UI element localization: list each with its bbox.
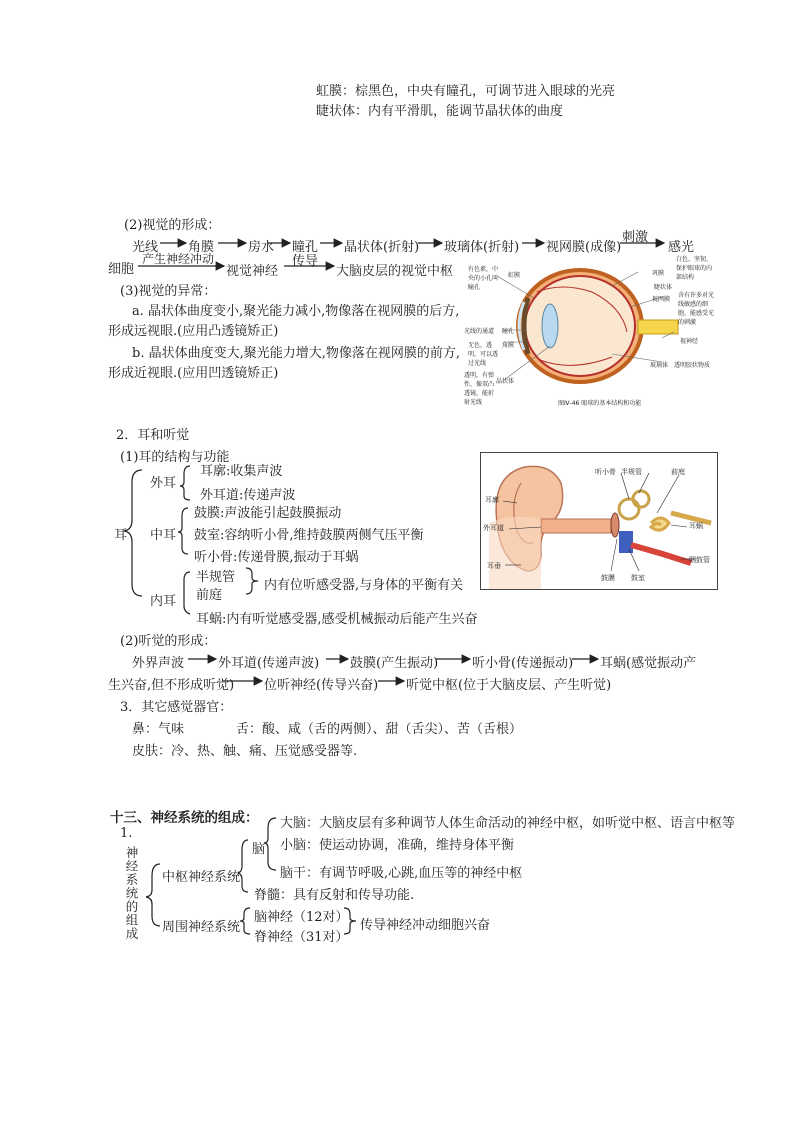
ciliary-description: 睫状体：内有平滑肌，能调节晶状体的曲度	[316, 104, 564, 119]
nervous-number: 1.	[120, 826, 133, 841]
vision-cell-label: 细胞	[108, 262, 135, 277]
hearing-heading: (2)听觉的形成：	[120, 634, 217, 649]
ear-heading: 2．耳和听觉	[116, 428, 190, 443]
ear-fig-canal: 外耳道	[483, 524, 504, 532]
abnormal-a-line2: 形成远视眼.(应用凸透镜矫正)	[108, 324, 279, 339]
balance-function: 内有位听感受器,与身体的平衡有关	[264, 578, 464, 593]
vision-step-aqueous: 房水	[248, 240, 275, 255]
vision-transmit-label: 传导	[292, 254, 319, 269]
hearing-step-6: 位听神经(传导兴奋)	[264, 678, 379, 693]
cavity-function: 鼓室:容纳听小骨,维持鼓膜两侧气压平衡	[194, 528, 424, 543]
peripheral-nervous-system: 周围神经系统	[162, 920, 241, 935]
spinal-cord-function: 脊髓：具有反射和传导功能.	[254, 888, 415, 903]
hearing-step-4: 听小骨(传递振动)	[472, 656, 574, 671]
vision-step-photoreceptor: 感光	[668, 240, 695, 255]
sense-nose: 鼻：气味	[132, 722, 185, 737]
spinal-nerves: 脊神经（31对）	[254, 930, 349, 945]
nervous-vertical-label: 神经系统的组成	[124, 846, 139, 941]
brain-label: 脑	[252, 842, 266, 857]
ear-fig-ossicles: 听小骨	[595, 468, 616, 476]
ear-fig-drum: 鼓膜	[601, 574, 615, 582]
vision-heading: (2)视觉的形成：	[124, 218, 221, 233]
eye-label-cornea: 角膜	[502, 342, 515, 349]
hearing-step-1: 外界声波	[132, 656, 185, 671]
eye-label-pupil: 瞳孔	[502, 328, 515, 335]
vision-step-cornea: 角膜	[188, 240, 215, 255]
eye-label-vitreous: 玻璃体	[650, 362, 669, 369]
abnormal-b-line2: 形成近视眼.(应用凹透镜矫正)	[108, 366, 279, 381]
eye-label-retina-desc: 含有许多对光线敏感的细胞，能感受光的刺激	[678, 292, 715, 326]
sense-tongue: 舌：酸、咸（舌的两侧）、甜（舌尖）、苦（舌根）	[236, 722, 523, 737]
vision-optic-nerve: 视觉神经	[226, 264, 279, 279]
vision-stimulus-label: 刺激	[622, 230, 649, 245]
abnormal-a-line1: a. 晶状体曲度变小,聚光能力减小,物像落在视网膜的后方,	[132, 304, 460, 319]
nerve-conduction: 传导神经冲动细胞兴奋	[360, 918, 491, 933]
outer-ear-label: 外耳	[150, 476, 177, 491]
pinna-function: 耳廓:收集声波	[200, 464, 283, 479]
eye-label-ciliary: 睫状体	[654, 284, 673, 291]
cerebrum-function: 大脑：大脑皮层有多种调节人体生命活动的神经中枢，如听觉中枢、语言中枢等	[280, 816, 736, 831]
central-nervous-system: 中枢神经系统	[162, 870, 241, 885]
eye-label-optic-nerve: 视神经	[680, 338, 699, 345]
middle-ear-label: 中耳	[150, 528, 177, 543]
eye-label-sclera-desc: 白色，坚韧，保护眼球的内部结构	[676, 256, 713, 281]
senses-heading: 3．其它感觉器官：	[120, 700, 233, 715]
ear-fig-cochlea: 耳蜗	[689, 522, 703, 530]
cerebellum-function: 小脑：使运动协调，准确，维持身体平衡	[280, 838, 515, 853]
ossicles-function: 听小骨:传递骨膜,振动于耳蜗	[194, 550, 359, 565]
hearing-step-5-cont: 生兴奋,但不形成听觉)	[108, 678, 235, 693]
canal-function: 外耳道:传递声波	[200, 488, 296, 503]
ear-structure-heading: (1)耳的结构与功能	[120, 450, 230, 465]
inner-ear-label: 内耳	[150, 594, 177, 609]
vision-step-light: 光线	[132, 240, 159, 255]
eye-label-cornea-desc: 无色，透明，可以透过光线	[468, 342, 499, 367]
vision-cortex: 大脑皮层的视觉中枢	[336, 264, 454, 279]
abnormal-b-line1: b. 晶状体曲度变大,聚光能力增大,物像落在视网膜的前方,	[132, 346, 460, 361]
vision-step-pupil: 瞳孔	[292, 240, 319, 255]
ear-fig-vestibule: 前庭	[671, 468, 685, 476]
drum-function: 鼓膜:声波能引起鼓膜振动	[194, 506, 342, 521]
eye-label-iris-desc: 有色素，中央的小孔叫瞳孔	[468, 266, 499, 291]
ear-fig-eustachian: 咽鼓管	[689, 556, 710, 564]
ear-fig-cavity: 鼓室	[631, 574, 645, 582]
ear-label: 耳	[114, 528, 128, 543]
vision-step-vitreous: 玻璃体(折射)	[444, 240, 520, 255]
hearing-step-3: 鼓膜(产生振动)	[350, 656, 439, 671]
vision-step-lens: 晶状体(折射)	[344, 240, 420, 255]
cranial-nerves: 脑神经（12对）	[254, 910, 349, 925]
hearing-step-5: 耳蜗(感觉振动产	[600, 656, 697, 671]
ear-fig-canals: 半规管	[621, 468, 642, 476]
sense-skin: 皮肤：冷、热、触、痛、压觉感受器等.	[132, 744, 358, 759]
iris-description: 虹膜：棕黑色，中央有瞳孔，可调节进入眼球的光亮	[316, 84, 616, 99]
eye-label-retina: 视网膜	[652, 296, 671, 303]
eye-label-light-channel: 光线的通道	[464, 328, 495, 335]
eye-label-lens-desc: 透明，有弹性，像双凸透镜，能折射光线	[464, 372, 495, 406]
eye-label-lens: 晶状体	[496, 378, 515, 385]
eye-label-iris: 虹膜	[508, 272, 521, 279]
ear-fig-lobe: 耳垂	[487, 562, 501, 570]
vision-impulse-label: 产生神经冲动	[142, 252, 215, 266]
eye-figure-caption: 图Ⅳ-46 眼球的基本结构和功能	[558, 400, 642, 407]
hearing-step-7: 听觉中枢(位于大脑皮层、产生听觉)	[406, 678, 612, 693]
ear-fig-pinna: 耳廓	[485, 496, 499, 504]
eye-label-vitreous-desc: 透明胶状物质	[674, 362, 711, 369]
nervous-heading: 十三、神经系统的组成：	[110, 810, 259, 826]
abnormal-heading: (3)视觉的异常：	[120, 284, 217, 299]
vision-step-retina: 视网膜(成像)	[546, 240, 622, 255]
hearing-step-2: 外耳道(传递声波)	[218, 656, 320, 671]
semicircular-canals: 半规管	[196, 570, 236, 585]
brainstem-function: 脑干：有调节呼吸,心跳,血压等的神经中枢	[280, 866, 523, 881]
eye-label-sclera: 巩膜	[652, 270, 665, 277]
vestibule: 前庭	[196, 588, 223, 603]
cochlea-function: 耳蜗:内有听觉感受器,感受机械振动后能产生兴奋	[196, 612, 478, 627]
